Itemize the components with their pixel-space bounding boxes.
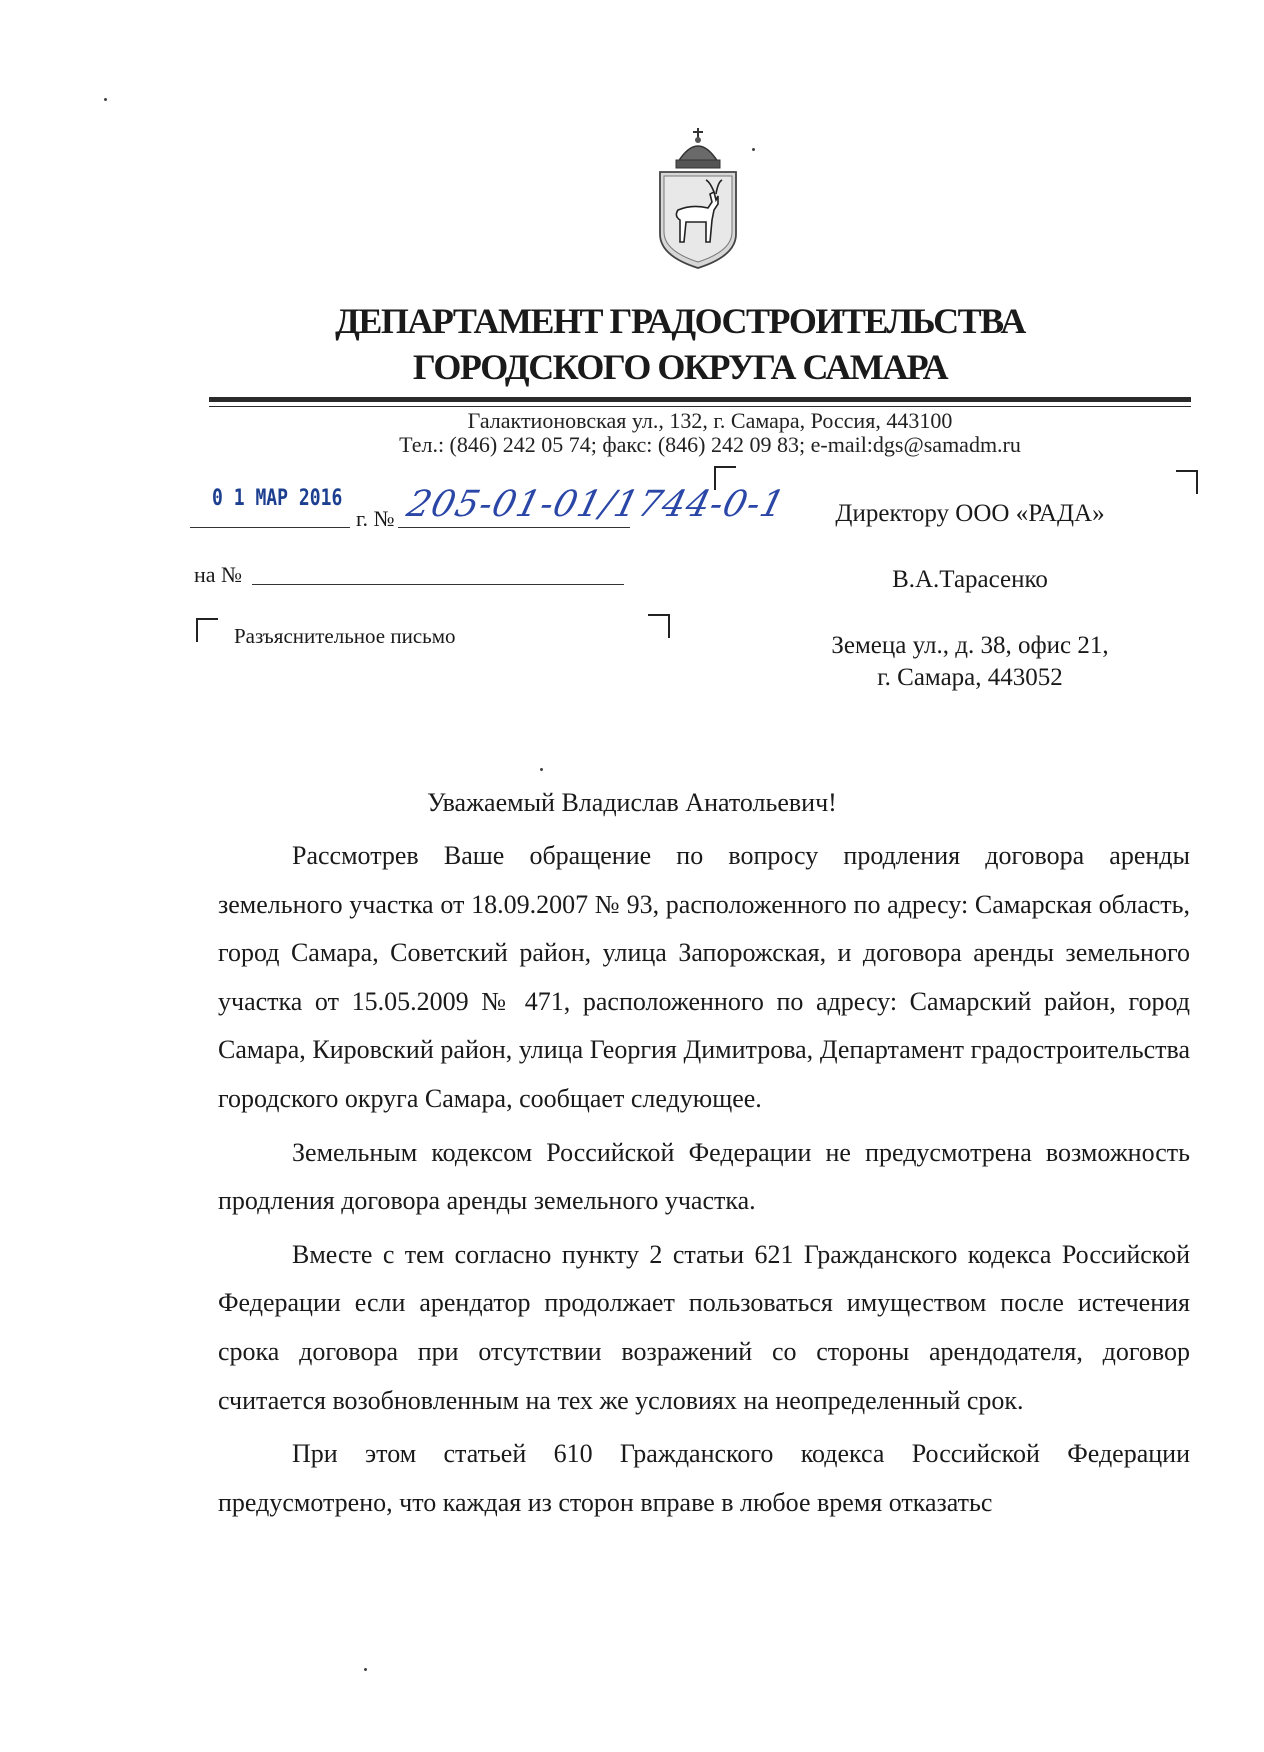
scan-speck bbox=[104, 98, 107, 101]
coat-of-arms-emblem bbox=[652, 124, 744, 274]
recipient-position: Директору ООО «РАДА» bbox=[835, 500, 1105, 527]
body-paragraph: При этом статьей 610 Гражданского кодекса Российской Федерации предусмотрено, что каждая из сторон вправе в любое время отказатьс bbox=[218, 1439, 1190, 1517]
scan-speck bbox=[752, 148, 755, 151]
body-paragraph: Вместе с тем согласно пункту 2 статьи 621 Гражданского кодекса Российской Федерации если арендатор продолжает пользоваться имуществом после истечения срока договора при отсутствии возражений со стороны арендодателя, договор считается возобновленным на тех же условиях на неопределенный срок. bbox=[218, 1239, 1190, 1415]
department-contacts: Тел.: (846) 242 05 74; факс: (846) 242 09 83; e-mail:dgs@samadm.ru bbox=[399, 432, 1021, 457]
registration-number-handwritten: 205-01-01/1744-0-1 bbox=[402, 484, 790, 525]
scan-speck bbox=[540, 768, 543, 771]
letter-subject: Разъяснительное письмо bbox=[234, 624, 456, 648]
subject-corner-right bbox=[648, 614, 670, 638]
letter-greeting: Уважаемый Владислав Анатольевич! bbox=[427, 788, 837, 817]
recipient-name: В.А.Тарасенко bbox=[892, 566, 1048, 593]
registration-number-label: г. № bbox=[356, 506, 395, 531]
department-title-line2: ГОРОДСКОГО ОКРУГА САМАРА bbox=[412, 347, 948, 387]
scan-speck bbox=[364, 1668, 367, 1671]
recipient-corner-right bbox=[1176, 470, 1198, 494]
letter-body bbox=[218, 832, 1190, 1532]
recipient-city: г. Самара, 443052 bbox=[877, 664, 1063, 691]
header-divider-thin bbox=[209, 406, 1191, 407]
body-paragraph: Земельным кодексом Российской Федерации не предусмотрена возможность продления договора аренды земельного участка. bbox=[218, 1137, 1190, 1216]
reference-number-label: на № bbox=[194, 562, 243, 587]
department-address: Галактионовская ул., 132, г. Самара, Россия, 443100 bbox=[467, 408, 953, 433]
reference-number-underline bbox=[252, 584, 624, 585]
date-underline bbox=[190, 527, 350, 528]
recipient-corner-left bbox=[714, 466, 736, 490]
crown-icon bbox=[676, 128, 720, 168]
date-stamp: 0 1 МАР 2016 bbox=[212, 486, 343, 511]
recipient-street: Земеца ул., д. 38, офис 21, bbox=[831, 632, 1109, 659]
body-paragraph: Рассмотрев Ваше обращение по вопросу продления договора аренды земельного участка от 18.09.2007 № 93, расположенного по адресу: Самарская область, город Самара, Советский район, улица Запорожская, и договора аренды земельного участка от 15.05.2009 № 471, расположенного по адресу: Самарский район, город Самара, Кировский район, улица Георгия Димитрова, Департамент градостроительства городского округа Самара, сообщает следующее. bbox=[218, 841, 1190, 1113]
department-title-line1: ДЕПАРТАМЕНТ ГРАДОСТРОИТЕЛЬСТВА bbox=[335, 301, 1025, 341]
registration-number-underline bbox=[398, 527, 630, 528]
header-divider-thick bbox=[209, 397, 1191, 402]
subject-corner-left bbox=[196, 618, 218, 642]
